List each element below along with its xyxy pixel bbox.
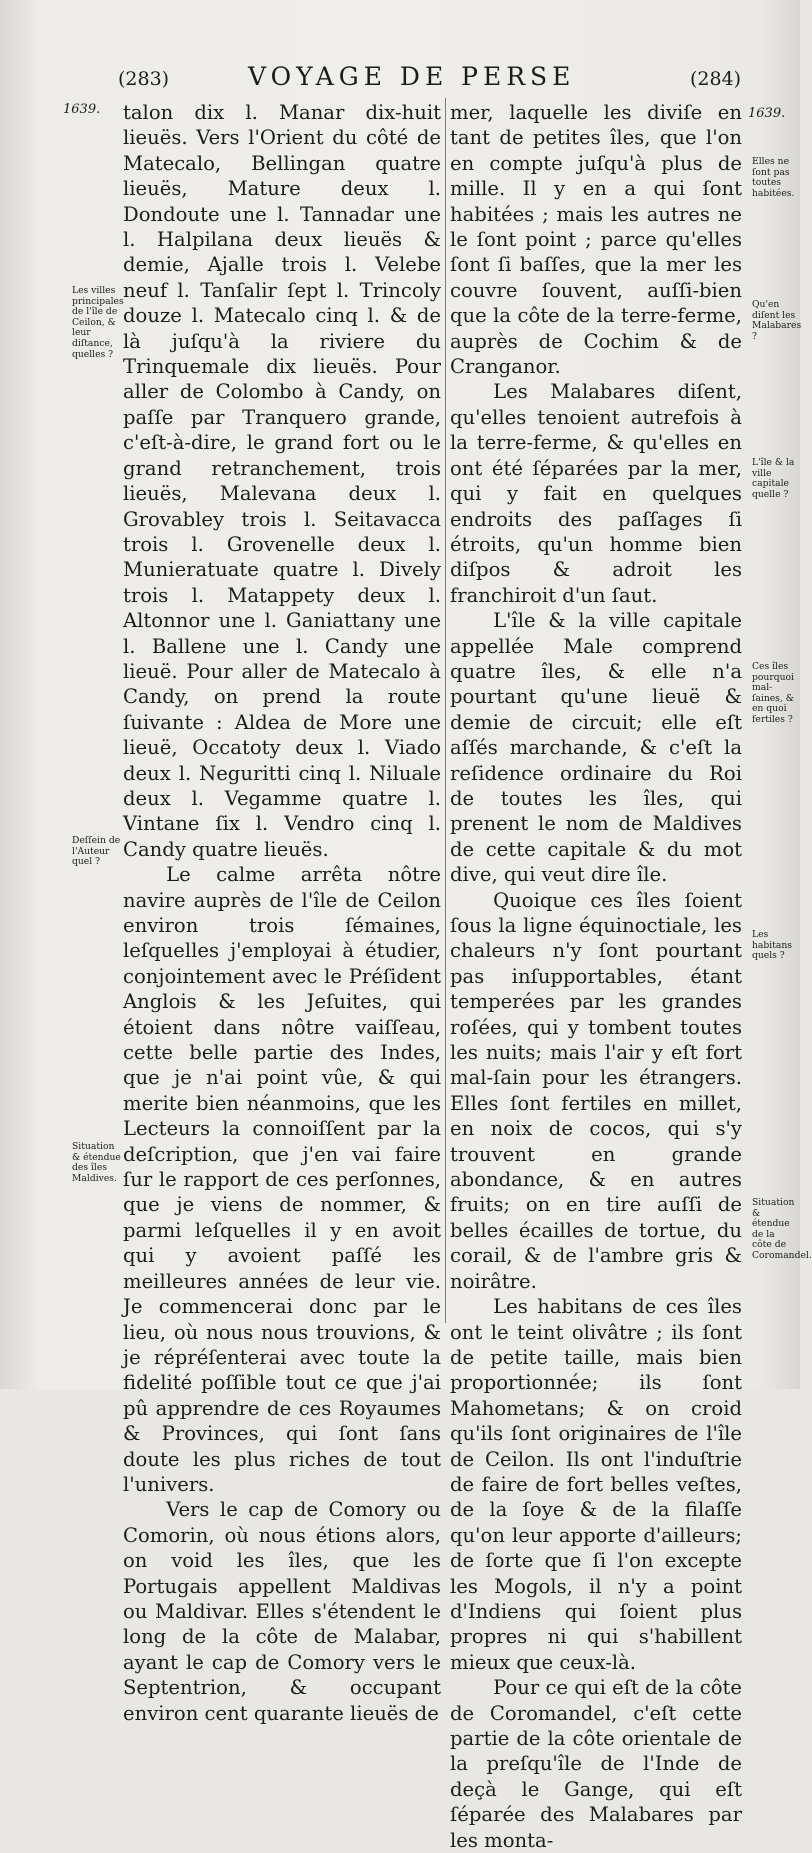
- right-paragraph-1: mer, laquelle les diviſe en tant de petites îles, que l'on en compte juſqu'à plus de mille. Il y en a qui ſont habitées ; mais les autres ne le ſont point ; parce qu'elles ſont ſi baſſes, que la mer les couvre ſouvent, auſſi-bien que la côte de la terre-ferme, auprès de Cochim & de Cranganor.: [450, 101, 742, 379]
- right-paragraph-3: L'île & la ville capitale appellée Male comprend quatre îles, & elle n'a pourtant qu'une lieuë & demie de circuit; elle eſt aſſés marchande, & c'eſt la reſidence ordinaire du Roi de toutes les îles, qui prenent le nom de Maldives de cette capitale & du mot dive, qui veut dire île.: [450, 609, 742, 887]
- left-text-column: [123, 100, 441, 1726]
- margin-note-inhabitants: Les habitans quels ?: [752, 929, 793, 962]
- left-paragraph-3: Vers le cap de Comory ou Comorin, où nous étions alors, on void les îles, que les Portugais appellent Maldivas ou Maldivar. Elles s'étendent le long de la côte de Malabar, ayant le cap de Comory vers le Septentrion, & occupant environ cent quarante lieuës de: [123, 1498, 441, 1725]
- margin-note-maldives-situation: Situation & étendue des îles Maldives.: [72, 1141, 121, 1184]
- left-page-number: (283): [118, 68, 170, 90]
- margin-note-inhabited: Elles ne ſont pas toutes habitées.: [752, 156, 795, 199]
- page-header: [0, 62, 800, 98]
- right-paragraph-4: Quoique ces îles ſoient ſous la ligne équinoctiale, les chaleurs n'y ſont pourtant pas inſupportables, étant temperées par les grandes roſées, qui y tombent toutes les nuits; mais l'air y eſt fort mal-ſain pour les étrangers. Elles ſont fertiles en millet, en noix de cocos, qui s'y trouvent en grande abondance, & en autres fruits; on en tire auſſi de belles écailles de tortue, du corail, & de l'ambre gris & noirâtre.: [450, 888, 742, 1293]
- column-divider: [445, 98, 446, 1323]
- running-title: VOYAGE DE PERSE: [248, 62, 576, 91]
- left-paragraph-2: Le calme arrêta nôtre navire auprès de l'île de Ceilon environ trois ſémaines, leſquelles j'employai à étudier, conjointement avec le Préſident Anglois & les Jeſuites, qui étoient dans nôtre vaiſſeau, cette belle partie des Indes, que je n'ai point vûe, & qui merite bien néanmoins, que les Lecteurs la connoiſſent par la deſcription, que j'en vai faire ſur le rapport de ces perſonnes, que je viens de nommer, & parmi leſquelles il y en avoit qui y avoient paſſé les meilleures années de leur vie. Je commencerai donc par le lieu, où nous nous trouvions, & je répréſenterai avec toute la fidelité poſſible tout ce que j'ai pû apprendre de ces Royaumes & Provinces, qui ſont ſans doute les plus riches de tout l'univers.: [123, 863, 441, 1496]
- margin-note-cities: Les villes principales de l'île de Ceilon, & leur diſtance, quelles ?: [72, 285, 124, 360]
- margin-note-capital: L'île & la ville capitale quelle ?: [752, 457, 795, 500]
- right-paragraph-6: Pour ce qui eſt de la côte de Coromandel, c'eſt cette partie de la côte orientale de la preſqu'île de l'Inde de deçà le Gange, qui eſt ſéparée des Malabares par les monta-: [450, 1676, 742, 1852]
- margin-note-coromandel: Situation & étendue de la côte de Coromandel.: [752, 1197, 812, 1261]
- right-page-number: (284): [690, 68, 742, 90]
- right-year-marker: 1639.: [748, 106, 786, 121]
- right-paragraph-2: Les Malabares diſent, qu'elles tenoient autrefois à la terre-ferme, & qu'elles en ont été ſéparées par la mer, qui y fait en quelques endroits des paſſages ſi étroits, qu'un homme bien diſpos & adroit les franchiroit d'un ſaut.: [450, 380, 742, 607]
- margin-note-unhealthy-fertile: Ces îles pourquoi mal-ſaines, & en quoi fertiles ?: [752, 661, 794, 725]
- left-paragraph-1: talon dix l. Manar dix-huit lieuës. Vers l'Orient du côté de Matecalo, Bellingan quatre lieuës, Mature deux l. Dondoute une l. Tannadar une l. Halpilana deux lieuës & demie, Ajalle trois l. Velebe neuf l. Tanſalir ſept l. Trincoly douze l. Matecalo cinq l. & de là juſqu'à la riviere du Trinquemale dix lieuës. Pour aller de Colombo à Candy, on paſſe par Tranquero grande, c'eſt-à-dire, le grand fort ou le grand retranchement, trois lieuës, Malevana deux l. Grovabley trois l. Seitavacca trois l. Grovenelle deux l. Munieratuate quatre l. Dively trois l. Matappety deux l. Altonnor une l. Ganiattany une l. Ballene une l. Candy une lieuë. Pour aller de Matecalo à Candy, on prend la route ſuivante : Aldea de More une lieuë, Occatoty deux l. Viado deux l. Neguritti cinq l. Niluale deux l. Vegamme quatre l. Vintane ſix l. Vendro cinq l. Candy quatre lieuës.: [123, 101, 441, 861]
- left-year-marker: 1639.: [63, 102, 101, 117]
- right-text-column: [450, 100, 742, 1853]
- margin-note-malabares: Qu'en diſent les Malabares ?: [752, 299, 802, 342]
- right-paragraph-5: Les habitans de ces îles ont le teint olivâtre ; ils ſont de petite taille, mais bien proportionnée; ils ſont Mahometans; & on croid qu'ils ſont originaires de l'île de Ceilon. Ils ont l'induſtrie de faire de fort belles veſtes, de la ſoye & de la filaſſe qu'on leur apporte d'ailleurs; de ſorte que ſi l'on excepte les Mogols, il n'y a point d'Indiens qui ſoient plus propres ni qui s'habillent mieux que ceux-là.: [450, 1295, 742, 1674]
- margin-note-author-design: Deſſein de l'Auteur quel ?: [72, 835, 121, 868]
